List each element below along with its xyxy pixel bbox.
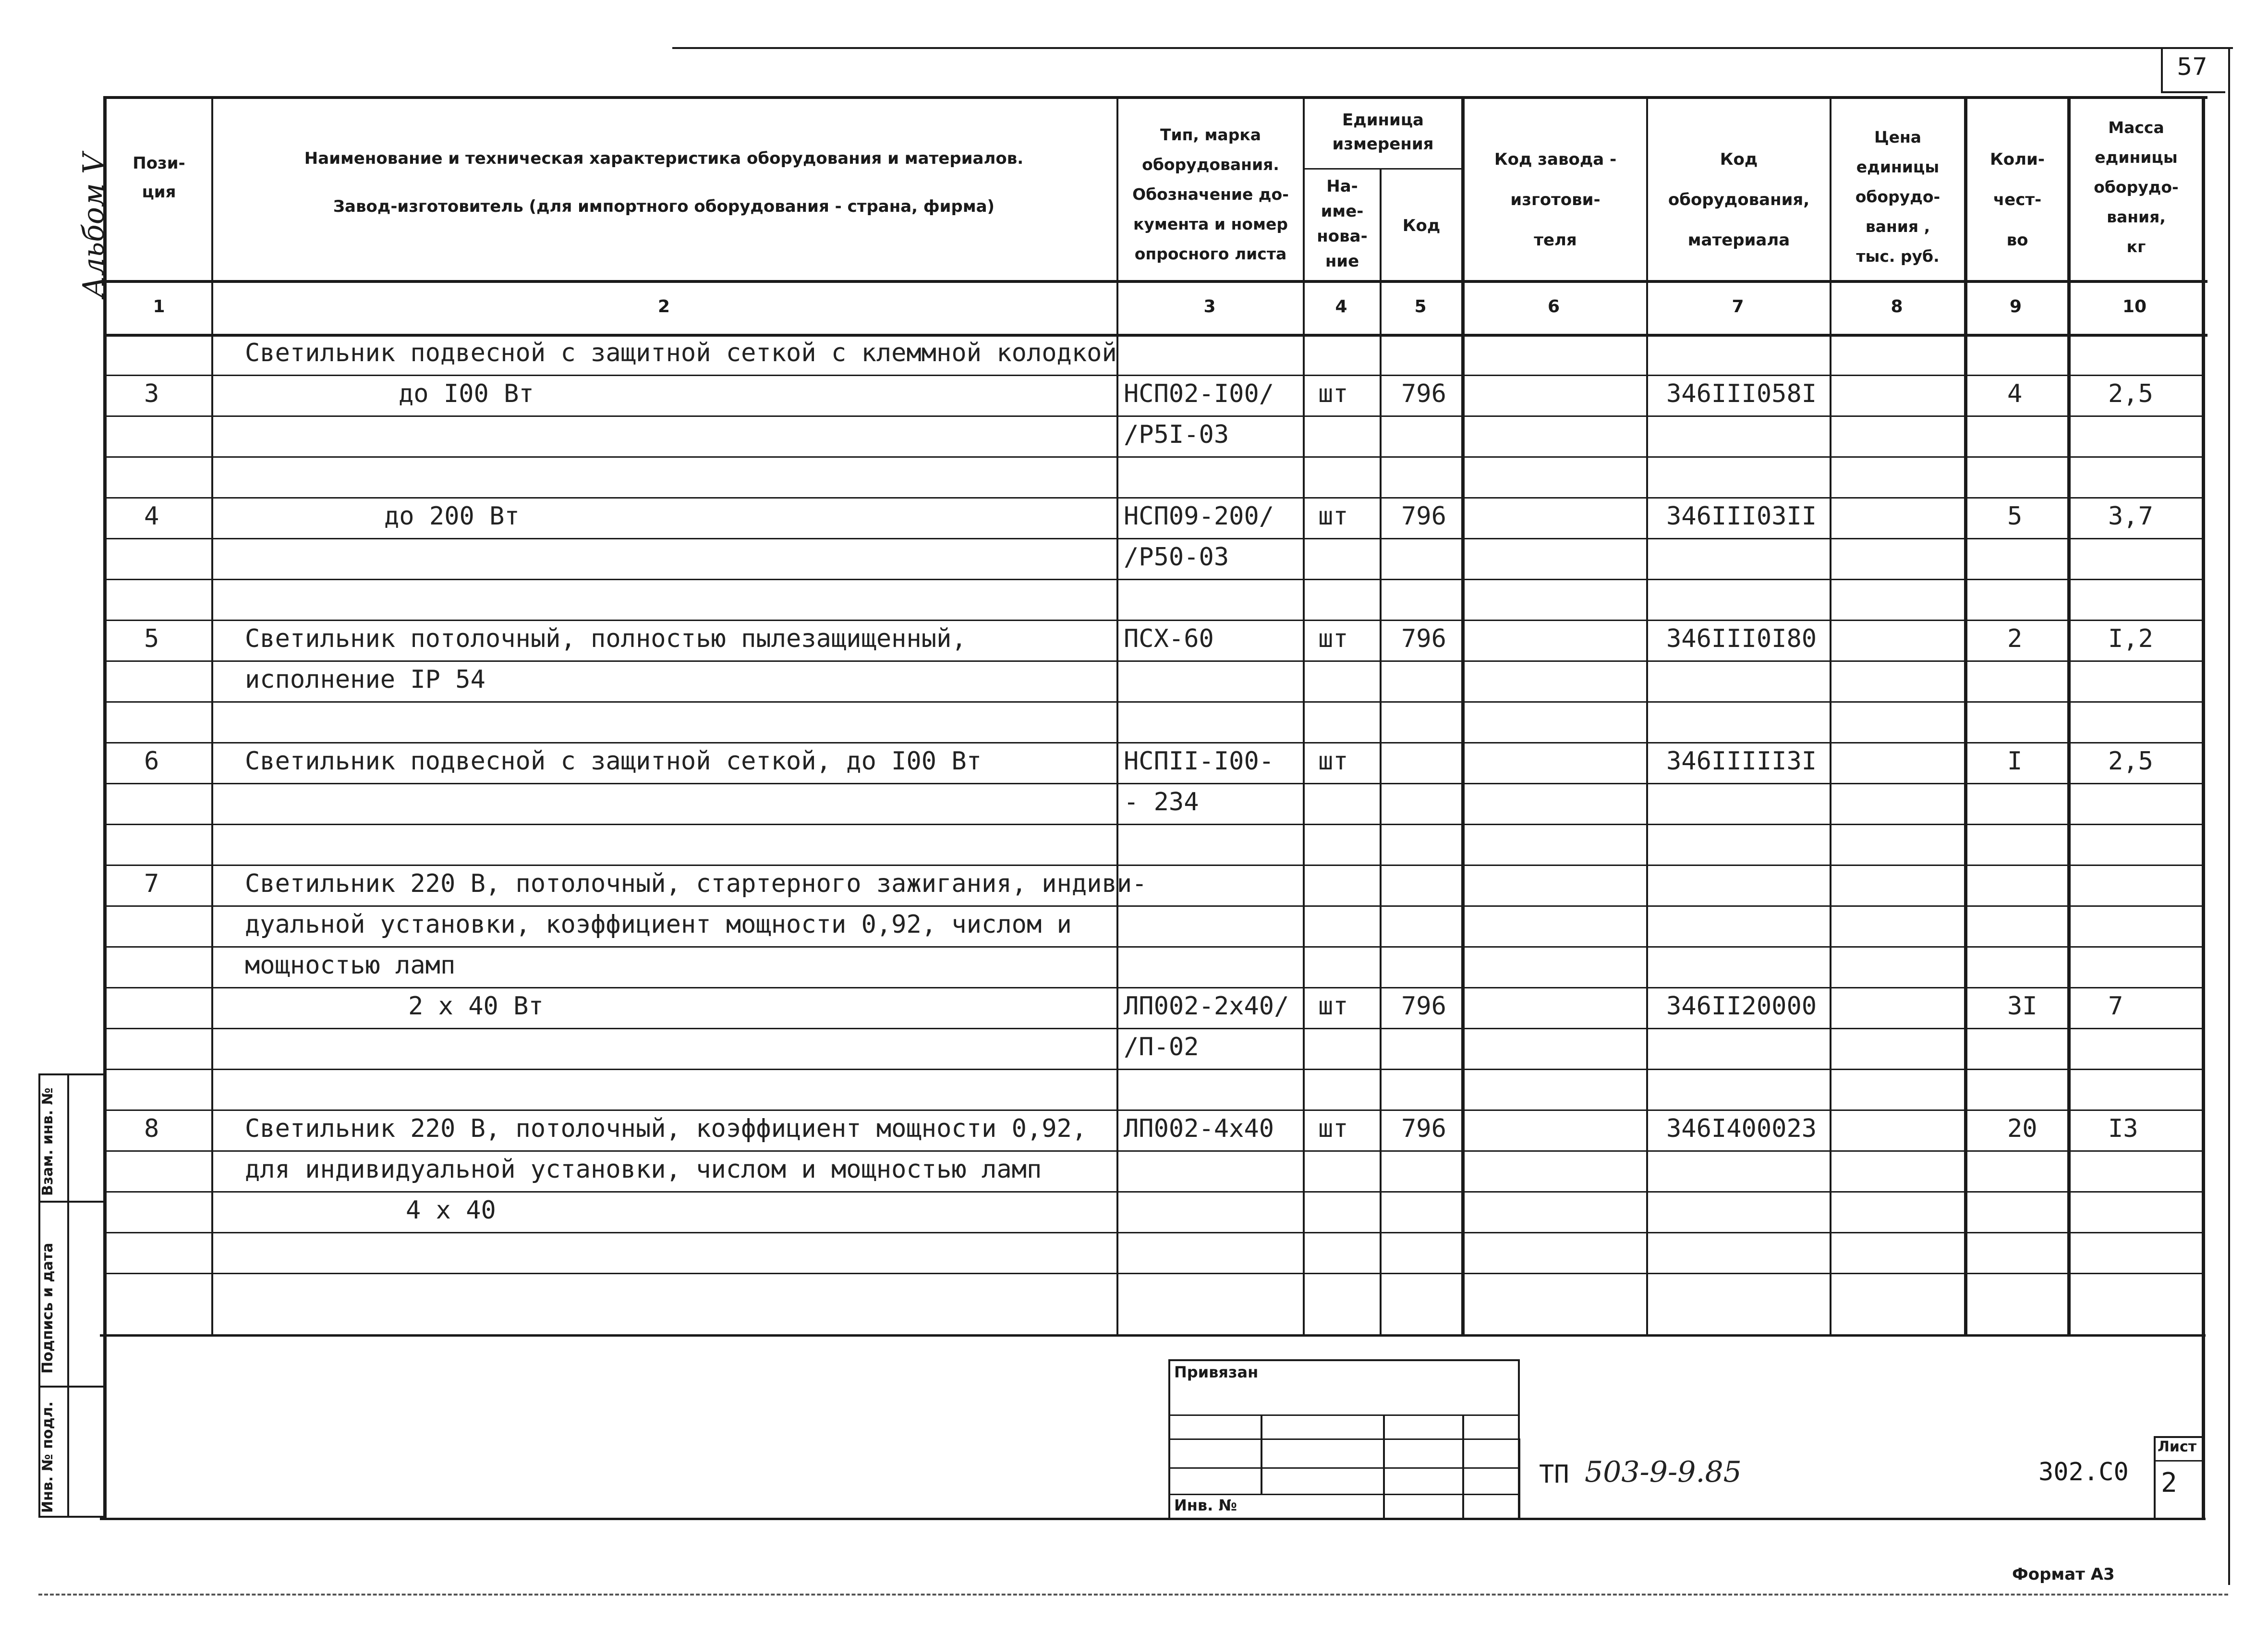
header-unit-name: На- име- нова- ние xyxy=(1317,177,1368,271)
header-name-line1: Наименование и техническая характеристика оборудования и материалов. xyxy=(304,149,1024,168)
stamp-col-2 xyxy=(1383,1414,1385,1518)
header-factory-code: Код завода - изготови- теля xyxy=(1494,150,1617,250)
row-separator xyxy=(107,1232,2202,1233)
cell-name: исполнение IP 54 xyxy=(245,665,485,694)
row-separator xyxy=(107,865,2202,866)
colnum-2: 2 xyxy=(657,297,670,317)
cell-unit-code: 796 xyxy=(1401,624,1446,653)
cell-type: - 234 xyxy=(1124,788,1199,816)
header-position: Пози- ция xyxy=(133,154,185,202)
row-separator xyxy=(107,456,2202,458)
page-number: 57 xyxy=(2177,53,2207,81)
cell-type: НСП02-I00/ xyxy=(1124,379,1274,408)
row-separator xyxy=(107,620,2202,621)
stamp-bottom-line xyxy=(100,1518,2206,1520)
col-line-left xyxy=(103,96,107,1518)
cell-name: мощностью ламп xyxy=(245,951,456,980)
row-separator xyxy=(107,1109,2202,1111)
header-quantity: Коли- чест- во xyxy=(1990,150,2045,250)
cell-position: 6 xyxy=(144,747,159,776)
cell-unit-code: 796 xyxy=(1401,1114,1446,1143)
album-label: Альбом V xyxy=(77,153,110,298)
side-block-divider-1 xyxy=(38,1201,103,1203)
cell-name: Светильник подвесной с защитной сеткой, до I00 Вт xyxy=(245,747,982,776)
cell-type: ПСХ-60 xyxy=(1124,624,1214,653)
side-block-divider-2 xyxy=(38,1386,103,1388)
cell-name: до 200 Вт xyxy=(384,502,520,531)
cell-name: до I00 Вт xyxy=(399,379,534,408)
row-separator xyxy=(107,375,2202,376)
cell-quantity: 2 xyxy=(2007,624,2023,653)
cell-position: 4 xyxy=(144,502,159,531)
cell-mass: I3 xyxy=(2108,1114,2138,1143)
cell-type: /Р50-03 xyxy=(1124,543,1229,572)
cell-name: Светильник 220 В, потолочный, коэффициент мощности 0,92, xyxy=(245,1114,1087,1143)
col-line-8 xyxy=(1964,96,1967,1334)
cell-equip-code: 346III0I80 xyxy=(1666,624,1817,653)
cell-quantity: 3I xyxy=(2007,992,2038,1021)
cell-type: /П-02 xyxy=(1124,1033,1199,1061)
cell-unit-name: шт xyxy=(1318,624,1348,653)
doc-prefix: ТП xyxy=(1539,1460,1569,1489)
cell-position: 3 xyxy=(144,379,159,408)
row-separator xyxy=(107,824,2202,825)
unit-subheader-line xyxy=(1303,168,1461,170)
sheet-number: 2 xyxy=(2161,1467,2177,1499)
cell-unit-name: шт xyxy=(1318,747,1348,776)
col-line-9 xyxy=(2067,96,2071,1334)
cell-equip-code: 346III03II xyxy=(1666,502,1817,531)
cell-type: ЛП002-2х40/ xyxy=(1124,992,1289,1021)
cell-mass: 3,7 xyxy=(2108,502,2153,531)
stamp-row-3 xyxy=(1168,1467,1520,1469)
cell-type: ЛП002-4х40 xyxy=(1124,1114,1274,1143)
row-separator xyxy=(107,783,2202,784)
cell-name: Светильник 220 В, потолочный, стартерного зажигания, индиви- xyxy=(245,869,1147,898)
row-separator xyxy=(107,579,2202,580)
cell-name: 4 х 40 xyxy=(406,1196,496,1225)
row-separator xyxy=(107,1191,2202,1193)
cell-unit-code: 796 xyxy=(1401,379,1446,408)
cell-position: 8 xyxy=(144,1114,159,1143)
colnum-6: 6 xyxy=(1547,297,1560,317)
frame-right-line xyxy=(2228,48,2230,1585)
cell-position: 5 xyxy=(144,624,159,653)
stamp-row-1 xyxy=(1168,1414,1520,1416)
cell-mass: I,2 xyxy=(2108,624,2153,653)
cell-equip-code: 346III058I xyxy=(1666,379,1817,408)
cell-unit-code: 796 xyxy=(1401,992,1446,1021)
row-separator xyxy=(107,660,2202,662)
cell-name: дуальной установки, коэффициент мощности 0,92, числом и xyxy=(245,910,1072,939)
stamp-row-2 xyxy=(1168,1438,1520,1440)
cell-name: для индивидуальной установки, числом и мощностью ламп xyxy=(245,1155,1042,1184)
colnum-5: 5 xyxy=(1414,297,1427,317)
privyazan-label: Привязан xyxy=(1174,1363,1259,1381)
header-name-line2: Завод-изготовитель (для импортного оборудования - страна, фирма) xyxy=(333,197,995,216)
format-label: Формат А3 xyxy=(2012,1565,2115,1584)
row-separator xyxy=(107,701,2202,703)
header-unit: Единица измерения xyxy=(1332,110,1434,154)
doc-suffix: 302.С0 xyxy=(2038,1458,2129,1487)
row-separator xyxy=(107,1028,2202,1029)
cell-equip-code: 346I400023 xyxy=(1666,1114,1817,1143)
row-separator xyxy=(107,946,2202,948)
frame-top-line xyxy=(672,47,2233,49)
cell-name: Светильник подвесной с защитной сеткой с клеммной колодкой xyxy=(245,339,1117,367)
row-separator xyxy=(107,1069,2202,1070)
colnum-7: 7 xyxy=(1732,297,1744,317)
colnum-bottom-line xyxy=(107,334,2207,337)
inv-number-label: Инв. № xyxy=(1174,1496,1237,1514)
colnum-8: 8 xyxy=(1891,297,1903,317)
cell-name: Светильник потолочный, полностью пылезащищенный, xyxy=(245,624,967,653)
cell-type: НСП09-200/ xyxy=(1124,502,1274,531)
cell-mass: 2,5 xyxy=(2108,379,2153,408)
cell-quantity: 4 xyxy=(2007,379,2023,408)
col-line-1 xyxy=(211,96,213,1334)
header-type: Тип, марка оборудования. Обозначение до- кумента и номер опросного листа xyxy=(1132,125,1289,263)
stamp-col-1 xyxy=(1261,1414,1262,1494)
row-separator xyxy=(107,497,2202,499)
row-separator xyxy=(107,987,2202,988)
header-bottom-line xyxy=(107,280,2207,283)
row-separator xyxy=(107,742,2202,743)
row-separator xyxy=(107,905,2202,907)
cell-quantity: 20 xyxy=(2007,1114,2038,1143)
side-label-podpis: Подпись и дата xyxy=(39,1243,56,1374)
colnum-3: 3 xyxy=(1203,297,1216,317)
table-bottom-line xyxy=(100,1334,2206,1337)
sheet-label: Лист xyxy=(2158,1438,2197,1455)
header-price: Цена единицы оборудо- вания , тыс. руб. xyxy=(1855,128,1941,266)
cell-equip-code: 346IIIII3I xyxy=(1666,747,1817,776)
col-line-5 xyxy=(1461,96,1465,1334)
side-label-inv-podl: Инв. № подл. xyxy=(39,1401,56,1513)
cell-position: 7 xyxy=(144,869,159,898)
header-equip-code: Код оборудования, материала xyxy=(1668,150,1810,250)
colnum-4: 4 xyxy=(1335,297,1347,317)
colnum-10: 10 xyxy=(2122,297,2147,317)
col-line-right xyxy=(2202,96,2205,1518)
cell-unit-code: 796 xyxy=(1401,502,1446,531)
table-top-line xyxy=(107,96,2207,99)
cell-unit-name: шт xyxy=(1318,502,1348,531)
colnum-9: 9 xyxy=(2009,297,2022,317)
side-block-divider-v xyxy=(67,1073,69,1518)
sheet-box-divider xyxy=(2154,1460,2202,1462)
cell-type: /Р5I-03 xyxy=(1124,420,1229,449)
row-separator xyxy=(107,1150,2202,1152)
doc-handwritten-code: 503-9-9.85 xyxy=(1585,1455,1742,1489)
col-line-7 xyxy=(1830,96,1831,1334)
stamp-row-4 xyxy=(1168,1494,1520,1495)
row-separator xyxy=(107,538,2202,539)
colnum-1: 1 xyxy=(153,297,165,317)
row-separator xyxy=(107,1273,2202,1274)
cell-quantity: 5 xyxy=(2007,502,2023,531)
cell-unit-name: шт xyxy=(1318,992,1348,1021)
cell-mass: 7 xyxy=(2108,992,2123,1021)
cell-name: 2 х 40 Вт xyxy=(408,992,544,1021)
col-line-3 xyxy=(1303,96,1305,1334)
cell-unit-name: шт xyxy=(1318,1114,1348,1143)
header-unit-code: Код xyxy=(1402,216,1441,235)
col-line-6 xyxy=(1646,96,1648,1334)
cell-equip-code: 346II20000 xyxy=(1666,992,1817,1021)
cell-type: НСПII-I00- xyxy=(1124,747,1274,776)
cell-mass: 2,5 xyxy=(2108,747,2153,776)
col-line-4 xyxy=(1380,168,1382,1334)
frame-bottom-line xyxy=(38,1594,2228,1596)
cell-quantity: I xyxy=(2007,747,2023,776)
stamp-col-3 xyxy=(1462,1414,1464,1518)
header-mass: Масса единицы оборудо- вания, кг xyxy=(2094,118,2179,256)
side-label-vzam: Взам. инв. № xyxy=(39,1087,56,1196)
cell-unit-name: шт xyxy=(1318,379,1348,408)
col-line-2 xyxy=(1116,96,1118,1334)
row-separator xyxy=(107,415,2202,417)
stamp-doc-divider xyxy=(1518,1438,1520,1518)
